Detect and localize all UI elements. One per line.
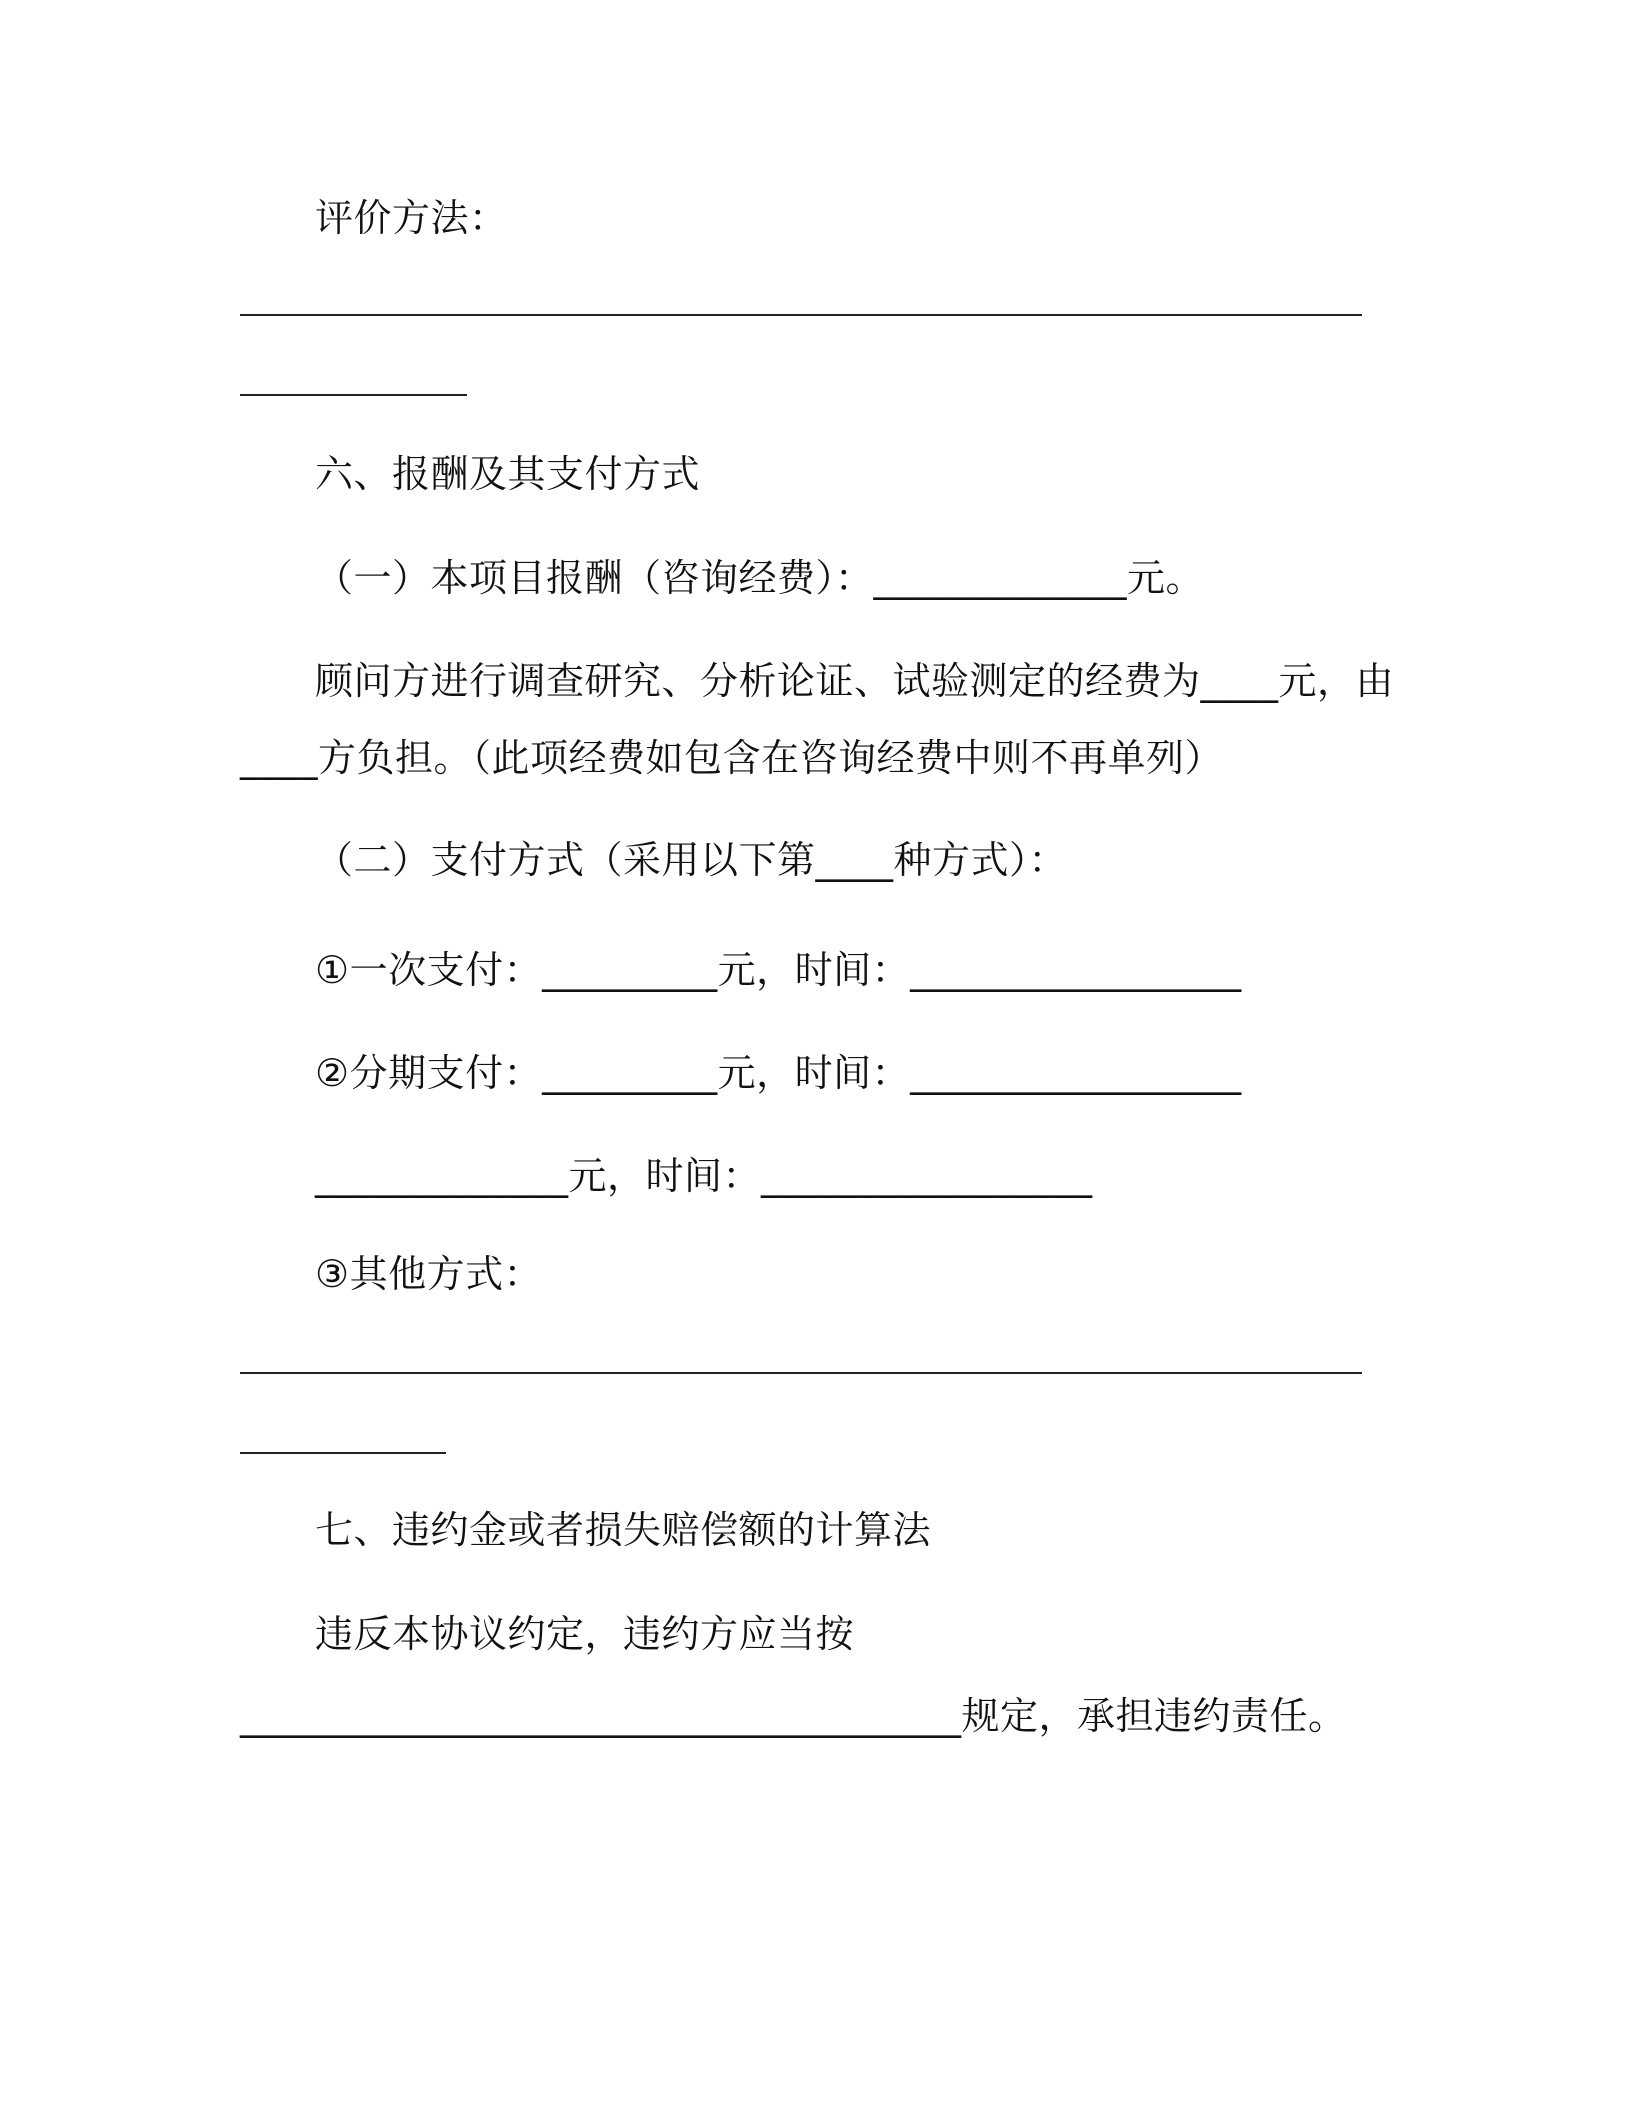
evaluation-method-label: 评价方法：: [315, 196, 508, 240]
installment-payment-line: ②分期支付：_________元，时间：_________________: [315, 1051, 1242, 1095]
installment-payment-line-2: _____________元，时间：_________________: [315, 1154, 1093, 1198]
other-payment-label: ③其他方式：: [315, 1252, 543, 1296]
breach-line-2: _____________________________________规定，承担违约责任。: [240, 1694, 1347, 1738]
research-fee-line-2: ____方负担。（此项经费如包含在咨询经费中则不再单列）: [240, 736, 1224, 780]
evaluation-blank-line-2: [240, 394, 467, 396]
breach-line-1: 违反本协议约定，违约方应当按: [315, 1612, 855, 1656]
other-payment-blank-line-1: [240, 1372, 1362, 1374]
payment-method-line: （二）支付方式（采用以下第____种方式）：: [315, 838, 1068, 882]
evaluation-blank-line-1: [240, 314, 1362, 316]
one-time-payment-line: ①一次支付：_________元，时间：_________________: [315, 948, 1242, 992]
research-fee-line-1: 顾问方进行调查研究、分析论证、试验测定的经费为____元，由: [315, 659, 1395, 703]
section-7-title: 七、违约金或者损失赔偿额的计算法: [315, 1508, 932, 1552]
other-payment-blank-line-2: [240, 1452, 446, 1454]
fee-amount-line: （一）本项目报酬（咨询经费）：_____________元。: [315, 556, 1205, 600]
section-6-title: 六、报酬及其支付方式: [315, 452, 701, 496]
